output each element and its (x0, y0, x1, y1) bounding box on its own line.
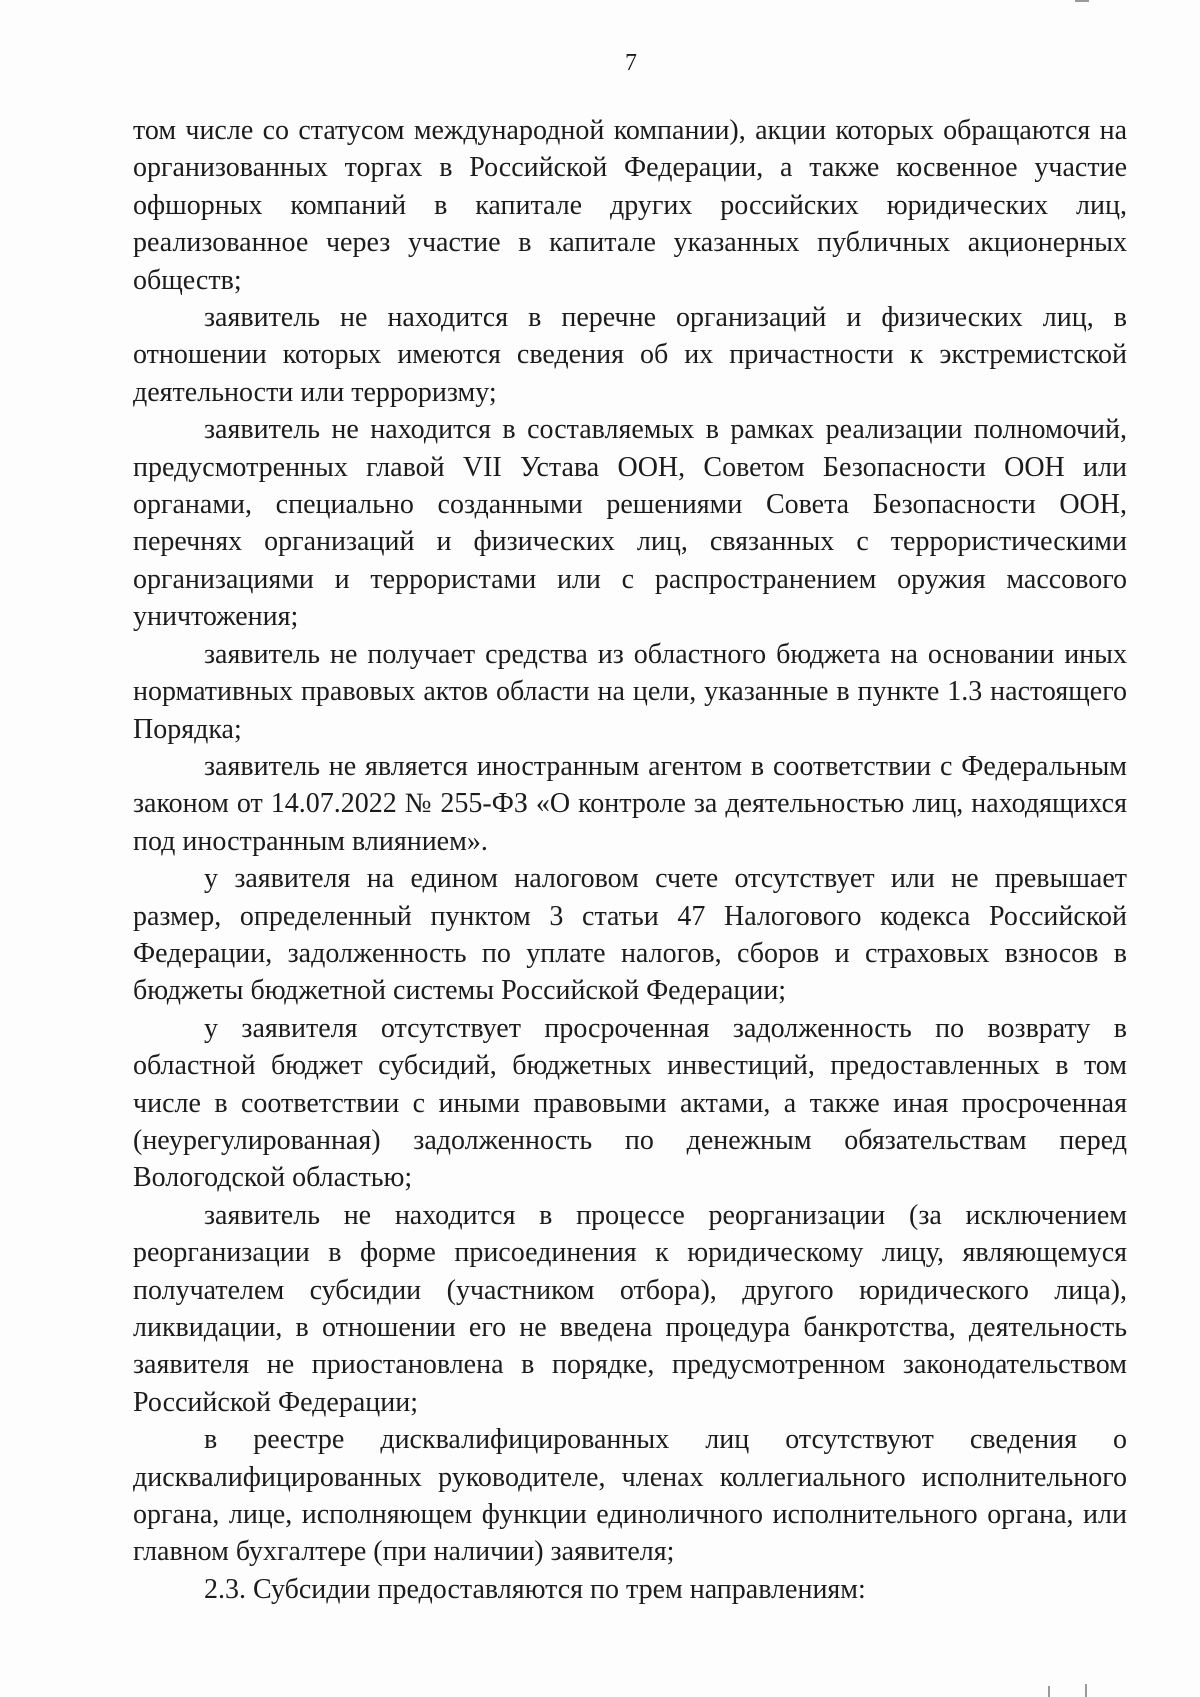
paragraph-no-other-budget-funds: заявитель не получает средства из областного бюджета на основании иных нормативных правовых актов области на цели, указанные в пункте 1.3 настоящего Порядка; (133, 638, 1127, 745)
paragraph-un-sanctions-list: заявитель не находится в составляемых в рамках реализации полномочий, предусмотренных главой VII Устава ООН, Советом Безопасности ООН или органами, специально созданными решениями Совета Безопасности ООН, перечнях организаций и физических лиц, связанных с террористическими организациями и террористами или с распространением оружия массового уничтожения; (133, 414, 1127, 633)
document-body (133, 112, 1127, 1608)
paragraph-extremism-list: заявитель не находится в перечне организаций и физических лиц, в отношении которых имеются сведения об их причастности к экстремистской деятельности или терроризму; (133, 302, 1127, 408)
paragraph-offshore-participation: том числе со статусом международной компании), акции которых обращаются на организованных торгах в Российской Федерации, а также косвенное участие офшорных компаний в капитале других российских юридических лиц, реализованное через участие в капитале указанных публичных акционерных обществ; (133, 115, 1127, 296)
paragraph-disqualified-persons: в реестре дисквалифицированных лиц отсутствуют сведения о дисквалифицированных руководителе, членах коллегиального исполнительного органа, лице, исполняющем функции единоличного исполнительного органа, или главном бухгалтере (при наличии) заявителя; (133, 1424, 1127, 1568)
paragraph-reorganization: заявитель не находится в процессе реорганизации (за исключением реорганизации в форме присоединения к юридическому лицу, являющемуся получателем субсидии (участником отбора), другого юридического лица), ликвидации, в отношении его не введена процедура банкротства, деятельность заявителя не приостановлена в порядке, предусмотренном законодательством Российской Федерации; (133, 1199, 1127, 1418)
scan-artifact-bottom-right-2 (1085, 1684, 1087, 1697)
paragraph-foreign-agent: заявитель не является иностранным агентом в соответствии с Федеральным законом от 14.07.2022 № 255-ФЗ «О контроле за деятельностью лиц, находящихся под иностранным влиянием». (133, 750, 1127, 857)
paragraph-tax-debt: у заявителя на едином налоговом счете отсутствует или не превышает размер, определенный пунктом 3 статьи 47 Налогового кодекса Российской Федерации, задолженность по уплате налогов, сборов и страховых взносов в бюджеты бюджетной системы Российской Федерации; (133, 863, 1127, 1007)
scan-artifact-top-right (1075, 0, 1089, 2)
page-number: 7 (625, 50, 637, 76)
scan-artifact-bottom-right (1048, 1686, 1050, 1697)
paragraph-overdue-debt: у заявителя отсутствует просроченная задолженность по возврату в областной бюджет субсидий, бюджетных инвестиций, предоставленных в том числе в соответствии с иными правовыми актами, а также иная просроченная (неурегулированная) задолженность по денежным обязательствам перед Вологодской областью; (133, 1012, 1127, 1194)
paragraph-subsidy-directions: 2.3. Субсидии предоставляются по трем направлениям: (204, 1573, 866, 1605)
